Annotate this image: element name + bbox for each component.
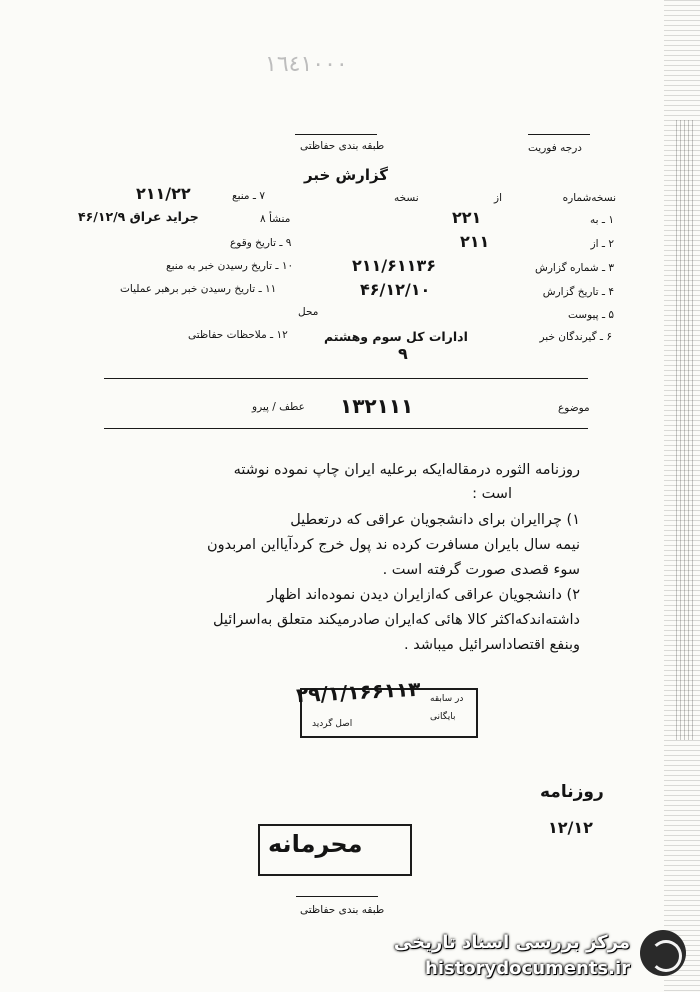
notes-label: ۱۲ ـ ملاحظات حفاظتی <box>188 329 288 341</box>
report-date-label: ۴ ـ تاریخ گزارش <box>542 286 614 298</box>
origin-value: جراید عراق ۴۶/۱۲/۹ <box>78 209 199 224</box>
from-value: ۲۱۱ <box>460 232 490 251</box>
received-ops-label: ۱۱ ـ تاریخ رسیدن خبر برهبر عملیات <box>120 283 277 295</box>
classification-header: طبقه بندی حفاظتی <box>300 140 385 152</box>
stamp-line-4: اصل گردید <box>312 719 353 729</box>
to-label: ۱ ـ به <box>590 214 614 226</box>
source-value: ۲۱۱/۲۲ <box>136 184 191 203</box>
subject-label: موضوع <box>558 402 590 414</box>
report-number-label: ۳ ـ شماره گزارش <box>535 262 614 274</box>
faint-top-number: ١٦٤١٠٠٠ <box>265 52 348 77</box>
place-label: محل <box>298 306 319 318</box>
body-line-6: ۲) دانشجویان عراقی که‌ازایران دیدن نموده‌اند اظهار <box>267 587 580 603</box>
attachment-label: ۵ ـ پیوست <box>567 309 614 321</box>
confidential-signature: محرمانه <box>268 830 363 858</box>
recipients-label: ۶ ـ گیرندگان خبر <box>539 331 612 343</box>
bottom-classification: طبقه بندی حفاظتی <box>300 904 385 916</box>
header-divider <box>104 378 588 379</box>
recipients-mark: ٩ <box>398 344 408 363</box>
event-date-label: ۹ ـ تاریخ وقوع <box>230 237 292 249</box>
bottom-rule <box>296 896 378 897</box>
archive-logo-icon <box>640 930 686 976</box>
from-field-label: ۲ ـ از <box>590 238 614 250</box>
stamp-handwritten-number: ۲۹/۱/۱۶۶۱۱۳ <box>295 676 422 708</box>
body-line-7: داشته‌اندکه‌اکثر کالا هائی که‌ایران صادرمیکند متعلق به‌اسرائیل <box>212 612 580 628</box>
classification-rule <box>295 134 377 135</box>
watermark-title: مرکز بررسی اسناد تاریخی <box>393 932 630 953</box>
source-label: ۷ ـ منبع <box>232 190 265 202</box>
urgency-label: درجه فوریت <box>528 142 582 154</box>
body-line-2: است : <box>472 486 512 502</box>
stamp-line-1: در سابقه <box>430 694 464 704</box>
origin-label: منشأ ۸ <box>260 213 291 225</box>
subject-divider <box>104 428 588 429</box>
urgency-rule <box>528 134 590 135</box>
report-date-value: ۴۶/۱۲/۱۰ <box>360 280 431 299</box>
margin-note-date: ۱۲/۱۲ <box>548 818 593 837</box>
watermark-url: historydocuments.ir <box>425 958 630 979</box>
stamp-line-2: بایگانی <box>430 712 456 722</box>
report-title: گزارش خبر <box>304 166 389 184</box>
body-line-3: ۱) چراایران برای دانشجویان عراقی که درتعطیل <box>290 512 580 528</box>
recipients-value: ادارات کل سوم وهشتم <box>324 329 468 344</box>
margin-note-word: روزنامه <box>540 782 604 802</box>
subject-number: ۱۳۲۱۱۱ <box>340 394 414 418</box>
to-value: ۲۲۱ <box>452 208 482 227</box>
copy-from-label: از <box>494 192 502 204</box>
copy-label: نسخه <box>394 192 419 204</box>
body-line-8: وبنفع اقتصاداسرائیل میباشد . <box>404 637 580 653</box>
report-number-value: ۲۱۱/۶۱۱۳۶ <box>352 256 436 275</box>
copy-number-label: نسخه‌شماره <box>562 192 616 204</box>
scan-noise-strip <box>676 120 694 740</box>
ref-label: عطف / پیرو <box>252 401 305 413</box>
body-line-5: سوء قصدی صورت گرفته است . <box>382 562 580 578</box>
received-source-label: ۱۰ ـ تاریخ رسیدن خبر به منبع <box>166 260 294 272</box>
body-line-1: روزنامه الثوره درمقاله‌ایکه برعلیه ایران چاپ نموده نوشته <box>233 462 580 478</box>
body-line-4: نیمه سال بایران مسافرت کرده ند پول خرج کردآیااین امربدون <box>206 537 580 553</box>
